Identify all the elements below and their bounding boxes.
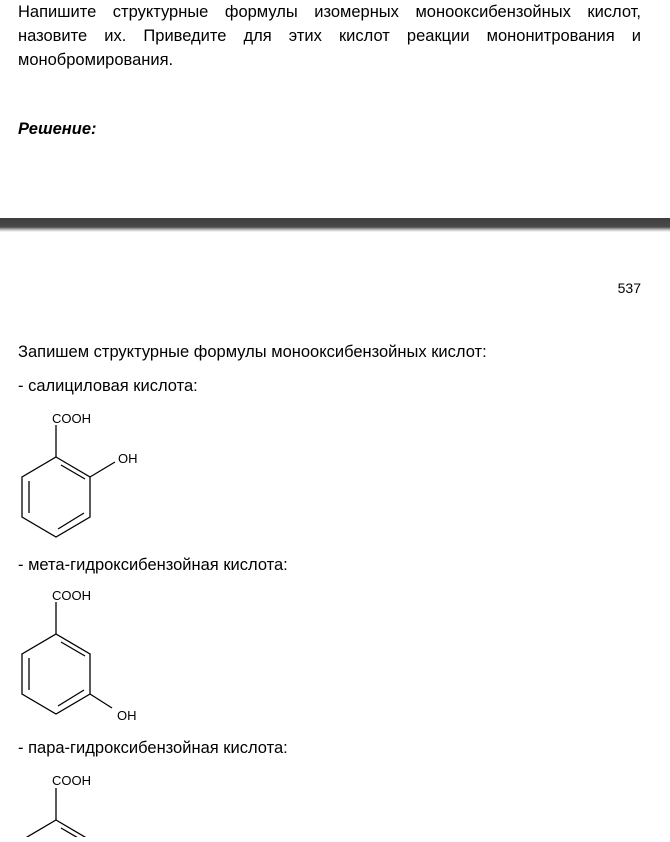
structure-para-hydroxybenzoic-acid	[0, 768, 200, 842]
benzene-ring	[22, 820, 90, 837]
cooh-label: COOH	[52, 773, 91, 788]
benzene-ring	[22, 634, 90, 714]
benzene-ring	[22, 457, 90, 537]
intro-text: Запишем структурные формулы монооксибензойных кислот:	[18, 343, 487, 361]
cooh-label: COOH	[52, 411, 91, 426]
page-number: 537	[617, 280, 641, 296]
oh-label: OH	[117, 708, 137, 723]
task-statement: Напишите структурные формулы изомерных монооксибензойных кислот, назовите их. Приведите для этих кислот реакции мононитрования и монобромирования.	[18, 3, 641, 69]
bond-oh	[90, 694, 112, 708]
double-bond	[58, 690, 84, 706]
double-bond	[58, 513, 84, 529]
structure-salicylic-acid	[0, 405, 200, 545]
oh-label: OH	[118, 451, 138, 466]
cooh-label: COOH	[52, 588, 91, 603]
bond-oh	[90, 462, 115, 477]
acid-name-meta: - мета-гидроксибензойная кислота:	[18, 556, 288, 574]
acid-name-para: - пара-гидроксибензойная кислота:	[18, 739, 288, 757]
structure-meta-hydroxybenzoic-acid	[0, 584, 200, 734]
solution-label: Решение:	[18, 120, 97, 138]
acid-name-salicylic: - салициловая кислота:	[18, 377, 198, 395]
page-separator	[0, 218, 670, 232]
previous-page-region	[0, 0, 670, 218]
